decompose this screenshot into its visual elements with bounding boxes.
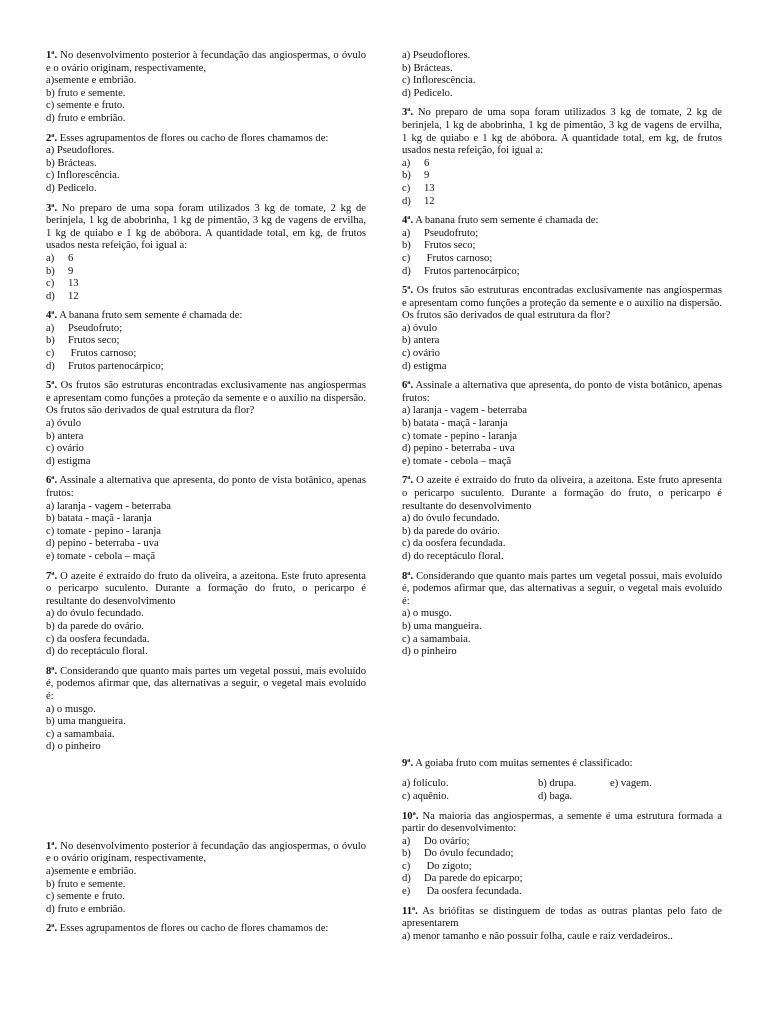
option-letter: c) (46, 348, 55, 360)
option (46, 183, 366, 196)
option-text: Frutos carnoso; (424, 252, 493, 264)
question-number: 6ª. (46, 475, 58, 487)
question-stem (46, 666, 366, 704)
option-text: c) ovário (46, 443, 84, 455)
option: a) Pseudoflores. (402, 50, 471, 61)
option-text: c) semente e fruto. (46, 891, 125, 903)
option (46, 646, 366, 659)
option (46, 348, 366, 361)
option-text: b) uma mangueira. (402, 620, 482, 632)
question-9 (402, 758, 722, 804)
question-r4 (402, 215, 722, 278)
option-text: Da parede do epicarpo; (424, 873, 523, 885)
option: b) drupa. (538, 778, 577, 790)
question-text: As briófitas se distinguem de todas as outras plantas pelo fato de apresentarem (402, 905, 722, 930)
question-stem (402, 475, 722, 513)
option-text: a) menor tamanho e não possuir folha, caule e raiz verdadeiros.. (402, 930, 673, 942)
question-number: 11ª. (402, 905, 418, 917)
option-text: Do ovário; (424, 835, 470, 847)
question-text: Assinale a alternativa que apresenta, do ponto de vista botânico, apenas frutos: (402, 380, 722, 404)
right-question-list (402, 107, 722, 658)
option-text: d) estigma (46, 455, 91, 467)
option (46, 278, 366, 291)
option (402, 646, 722, 659)
option (46, 266, 366, 279)
option (402, 170, 722, 183)
question-text: Esses agrupamentos de flores ou cacho de flores chamamos de: (57, 132, 329, 144)
question-stem (46, 133, 366, 146)
option-text: a) do óvulo fecundado. (46, 608, 144, 620)
option (402, 456, 722, 469)
question-2-continued-options (402, 50, 722, 100)
question-number: 5ª. (46, 380, 58, 392)
question-stem (402, 285, 722, 323)
option-text: a) o musgo. (46, 703, 96, 715)
question-stem (402, 906, 722, 931)
option-text: a) laranja - vagem - beterraba (402, 405, 527, 417)
option (402, 431, 722, 444)
question-l1 (46, 50, 366, 126)
question-number: 2ª. (46, 132, 58, 144)
option-text: c) semente e fruto. (46, 100, 125, 112)
question-r3 (402, 107, 722, 208)
option (402, 348, 722, 361)
option-letter: b) (402, 170, 411, 182)
option-text: b) da parede do ovário. (46, 620, 144, 632)
option-text: 9 (68, 265, 74, 277)
option (46, 361, 366, 374)
question-text: Considerando que quanto mais partes um vegetal possui, mais evoluído é, podemos afirmar que, das alternativas a seguir, o vegetal mais evoluído é: (402, 570, 722, 607)
option-text: b) batata - maçã - laranja (402, 418, 508, 430)
option-text: 13 (68, 278, 79, 290)
option (402, 266, 722, 279)
option (46, 704, 366, 717)
question-stem (46, 475, 366, 500)
option: d) baga. (538, 790, 573, 802)
option-text: Frutos carnoso; (68, 348, 137, 360)
option-text: Frutos seco; (68, 335, 120, 347)
option (46, 75, 366, 88)
question-r6 (402, 380, 722, 468)
option (46, 88, 366, 101)
question-l8 (46, 666, 366, 754)
left-bottom-question-list (46, 841, 366, 936)
option (46, 431, 366, 444)
option-text: 6 (424, 157, 430, 169)
option-row (402, 778, 722, 791)
option-text: b) uma mangueira. (46, 716, 126, 728)
option-text: c) ovário (402, 348, 440, 360)
option (402, 183, 722, 196)
option (46, 158, 366, 171)
question-text: No desenvolvimento posterior à fecundação das angiospermas, o óvulo e o ovário originam, respectivamente, (46, 50, 366, 74)
option: e) vagem. (610, 778, 652, 790)
option (46, 608, 366, 621)
option-text: a) do óvulo fecundado. (402, 513, 500, 525)
option-letter: d) (402, 265, 411, 277)
option-letter: d) (46, 290, 55, 302)
option (402, 848, 722, 861)
option: c) Inflorescência. (402, 75, 476, 87)
question-11 (402, 906, 722, 944)
option-text: a) o musgo. (402, 608, 452, 620)
option-text: 12 (68, 290, 79, 302)
option (46, 729, 366, 742)
option (402, 861, 722, 874)
option (46, 443, 366, 456)
option-text: c) tomate - pepino - laranja (46, 525, 162, 537)
spacer (46, 761, 366, 841)
option-text: Pseudofruto; (424, 227, 479, 239)
option-text: b) Brácteas. (46, 157, 97, 169)
question-stem (46, 50, 366, 75)
question-lb1 (46, 841, 366, 917)
question-r7 (402, 475, 722, 563)
option-text: 6 (68, 252, 74, 264)
option (46, 538, 366, 551)
question-number: 3ª. (46, 202, 58, 214)
question-stem (46, 841, 366, 866)
option-letter: a) (402, 157, 411, 169)
option (402, 873, 722, 886)
question-number: 6ª. (402, 380, 414, 392)
question-text: A banana fruto sem semente é chamada de: (57, 310, 243, 322)
option-text: b) batata - maçã - laranja (46, 513, 152, 525)
option (402, 158, 722, 171)
question-text: Considerando que quanto mais partes um vegetal possui, mais evoluído é, podemos afirmar que, das alternativas a seguir, o vegetal mais evoluído é: (46, 665, 366, 702)
option-text: d) pepino - beterraba - uva (46, 538, 159, 550)
option (46, 879, 366, 892)
option-text: a) óvulo (46, 418, 82, 430)
option (402, 240, 722, 253)
option-text: 13 (424, 182, 435, 194)
option-text: Pseudofruto; (68, 322, 123, 334)
right-column (402, 50, 722, 950)
option (46, 904, 366, 917)
question-stem (402, 571, 722, 609)
question-l4 (46, 310, 366, 373)
option-letter: a) (46, 252, 55, 264)
option-text: c) a samambaia. (402, 633, 471, 645)
option (402, 196, 722, 209)
option-text: d) fruto e embrião. (46, 903, 126, 915)
option (402, 551, 722, 564)
question-text: Esses agrupamentos de flores ou cacho de flores chamamos de: (57, 923, 329, 935)
option (402, 931, 722, 944)
option-text: a) Pseudoflores. (46, 145, 115, 157)
left-column (46, 50, 366, 943)
question-text: A goiaba fruto com muitas sementes é classificado: (413, 757, 633, 769)
question-l3 (46, 203, 366, 304)
question-lb2 (46, 923, 366, 936)
option-letter: c) (402, 252, 411, 264)
option (46, 323, 366, 336)
option: d) Pedicelo. (402, 87, 453, 99)
option-text: c) a samambaia. (46, 728, 115, 740)
option (402, 228, 722, 241)
option-text: Frutos partenocárpico; (68, 360, 164, 372)
option (402, 634, 722, 647)
question-stem (402, 758, 722, 771)
option (46, 866, 366, 879)
question-stem (402, 215, 722, 228)
option-letter: a) (46, 322, 55, 334)
option (46, 551, 366, 564)
question-l5 (46, 380, 366, 468)
option: b) Brácteas. (402, 62, 453, 74)
option-row (402, 791, 722, 804)
question-l2 (46, 133, 366, 196)
option (46, 335, 366, 348)
option-text: e) tomate - cebola – maçã (46, 550, 156, 562)
option (46, 456, 366, 469)
option-text: d) fruto e embrião. (46, 112, 126, 124)
question-number: 5ª. (402, 285, 414, 297)
option-letter: b) (402, 240, 411, 252)
left-question-list (46, 50, 366, 754)
option-text: c) da oosfera fecundada. (46, 633, 150, 645)
option-text: Do óvulo fecundado; (424, 848, 514, 860)
option (46, 891, 366, 904)
option-text: d) o pinheiro (402, 646, 457, 658)
option (402, 621, 722, 634)
option-text: d) pepino - beterraba - uva (402, 443, 515, 455)
question-text: Os frutos são estruturas encontradas exclusivamente nas angiospermas e apresentam como funções a proteção da semente e o auxílio na dispersão. Os frutos são derivados de qual estrutura da flor? (402, 285, 722, 322)
option-text: 12 (424, 195, 435, 207)
question-stem (402, 811, 722, 836)
option-letter: b) (46, 335, 55, 347)
option-text: d) do receptáculo floral. (402, 550, 504, 562)
option: c) aquênio. (402, 790, 450, 802)
option (402, 405, 722, 418)
question-text: Assinale a alternativa que apresenta, do ponto de vista botânico, apenas frutos: (46, 475, 366, 499)
option-letter: c) (402, 182, 411, 194)
question-stem (46, 310, 366, 323)
option-text: e) tomate - cebola – maçã (402, 455, 512, 467)
option-text: d) do receptáculo floral. (46, 646, 148, 658)
option-text: b) antera (46, 430, 84, 442)
question-number: 8ª. (46, 665, 58, 677)
question-text: O azeite é extraído do fruto da oliveira, a azeitona. Este fruto apresenta o pericarpo suculento. Durante a formação do fruto, o pericarpo é resultante do desenvolvimento (46, 570, 366, 607)
question-stem (46, 571, 366, 609)
option-text: c) tomate - pepino - laranja (402, 430, 518, 442)
option-text: b) da parede do ovário. (402, 525, 500, 537)
option-letter: d) (402, 195, 411, 207)
option-text: a)semente e embrião. (46, 75, 137, 87)
option (46, 634, 366, 647)
option-letter: e) (402, 886, 411, 898)
question-stem (46, 203, 366, 253)
option (46, 291, 366, 304)
option (46, 145, 366, 158)
question-text: No desenvolvimento posterior à fecundação das angiospermas, o óvulo e o ovário originam, respectivamente, (46, 840, 366, 865)
option-text: b) fruto e semente. (46, 878, 126, 890)
question-number: 9ª. (402, 757, 414, 769)
option-text: c) Inflorescência. (46, 170, 120, 182)
option-letter: b) (402, 848, 411, 860)
question-number: 2ª. (46, 923, 58, 935)
option (402, 886, 722, 899)
question-number: 4ª. (402, 215, 414, 227)
option-letter: c) (402, 860, 411, 872)
option-text: a)semente e embrião. (46, 866, 137, 878)
option (46, 741, 366, 754)
question-text: No preparo de uma sopa foram utilizados 3 kg de tomate, 2 kg de berinjela, 1 kg de abobrinha, 1 kg de pimentão, 3 kg de vagens de ervilha, 1 kg de quiabo e 1 kg de abóbora. A quantidade total, em kg, de frutos usados nesta refeição, foi igual a: (402, 107, 722, 157)
question-number: 1ª. (46, 840, 58, 852)
option (402, 418, 722, 431)
option-letter: a) (402, 835, 411, 847)
question-number: 7ª. (402, 475, 414, 487)
option-letter: d) (46, 360, 55, 372)
question-stem (46, 380, 366, 418)
option (46, 716, 366, 729)
question-r5 (402, 285, 722, 373)
option (402, 335, 722, 348)
option (46, 100, 366, 113)
question-stem (402, 380, 722, 405)
option-letter: a) (402, 227, 411, 239)
question-number: 3ª. (402, 107, 414, 119)
option (402, 608, 722, 621)
question-text: Na maioria das angiospermas, a semente é uma estrutura formada a partir do desenvolvimento: (402, 810, 722, 835)
question-text: O azeite é extraído do fruto da oliveira, a azeitona. Este fruto apresenta o pericarpo suculento. Durante a formação do fruto, o pericarpo é resultante do desenvolvimento (402, 475, 722, 512)
option-text: Da oosfera fecundada. (424, 886, 522, 898)
option (46, 526, 366, 539)
option (402, 836, 722, 849)
option-text: b) antera (402, 335, 440, 347)
option (46, 501, 366, 514)
option (46, 621, 366, 634)
option-text: d) Pedicelo. (46, 182, 97, 194)
option-letter: d) (402, 873, 411, 885)
option (402, 513, 722, 526)
question-r8 (402, 571, 722, 659)
question-l6 (46, 475, 366, 563)
question-number: 4ª. (46, 310, 58, 322)
option-text: Do zigoto; (424, 860, 472, 872)
question-stem (46, 923, 366, 936)
question-10 (402, 811, 722, 899)
option (46, 253, 366, 266)
option-text: b) fruto e semente. (46, 87, 126, 99)
question-number: 7ª. (46, 570, 58, 582)
option-text: 9 (424, 170, 430, 182)
option-text: c) da oosfera fecundada. (402, 538, 506, 550)
option (46, 418, 366, 431)
option (402, 361, 722, 374)
question-number: 8ª. (402, 570, 414, 582)
option (402, 538, 722, 551)
spacer (402, 666, 722, 758)
question-text: Os frutos são estruturas encontradas exclusivamente nas angiospermas e apresentam como funções a proteção da semente e o auxílio na dispersão. Os frutos são derivados de qual estrutura da flor? (46, 380, 366, 417)
option-text: d) estigma (402, 360, 447, 372)
option (46, 113, 366, 126)
option-text: d) o pinheiro (46, 741, 101, 753)
option-text: a) óvulo (402, 322, 438, 334)
question-number: 10ª. (402, 810, 419, 822)
question-l7 (46, 571, 366, 659)
option-text: Frutos seco; (424, 240, 476, 252)
option-letter: c) (46, 278, 55, 290)
option (402, 443, 722, 456)
option-letter: b) (46, 265, 55, 277)
option (46, 513, 366, 526)
option-text: Frutos partenocárpico; (424, 265, 520, 277)
question-text: No preparo de uma sopa foram utilizados 3 kg de tomate, 2 kg de berinjela, 1 kg de abobrinha, 1 kg de pimentão, 3 kg de vagens de ervilha, 1 kg de quiabo e 1 kg de abóbora. A quantidade total, em kg, de frutos usados nesta refeição, foi igual a: (46, 202, 366, 252)
option-text: a) laranja - vagem - beterraba (46, 500, 171, 512)
question-text: A banana fruto sem semente é chamada de: (413, 215, 599, 227)
option (402, 526, 722, 539)
option: a) folículo. (402, 778, 449, 790)
question-number: 1ª. (46, 50, 58, 61)
option (402, 323, 722, 336)
option (46, 170, 366, 183)
question-stem (402, 107, 722, 157)
option (402, 253, 722, 266)
